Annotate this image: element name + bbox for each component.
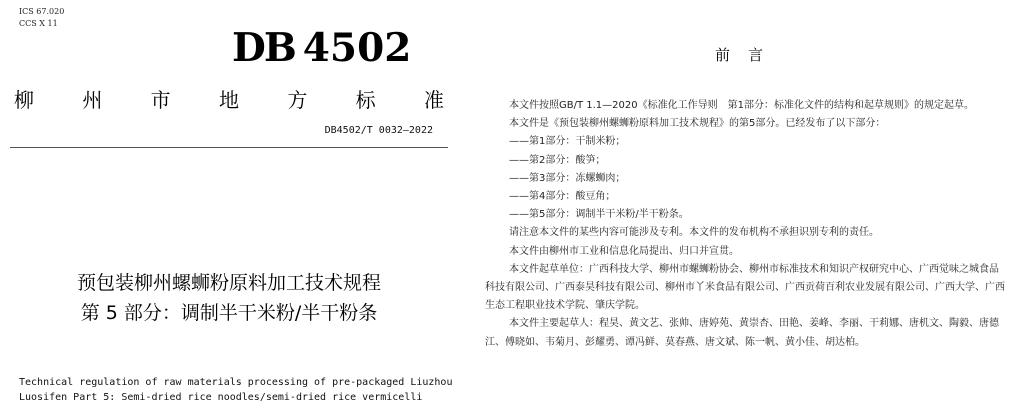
local-standard-banner [14, 84, 444, 113]
foreword-paragraph: 请注意本文件的某些内容可能涉及专利。本文件的发布机构不承担识别专利的责任。 [509, 227, 879, 239]
banner-char: 准 [423, 88, 444, 112]
foreword-paragraph: 本文件是《预包装柳州螺蛳粉原料加工技术规程》的第5部分。已经发布了以下部分： [509, 118, 886, 130]
title-cn-line2: 第 5 部分：调制半干米粉/半干粉条 [80, 302, 378, 324]
part-list-item: ——第5部分：调制半干米粉/半干粉条。 [509, 209, 689, 221]
banner-char: 州 [82, 88, 103, 112]
divider-line [10, 147, 448, 148]
foreword-paragraph: 本文件由柳州市工业和信息化局提出、归口并宣贯。 [509, 245, 739, 257]
foreword-paragraph: 本文件主要起草人：程昊、黄文艺、张帅、唐婷苑、黄崇杏、田艳、姜峰、李丽、干莉娜、唐机文、陶毅、唐德江、傅晓如、韦菊月、彭耀勇、谭冯鲜、莫春燕、唐文斌、陈一帆、黄小佳、胡达柏。 [485, 318, 999, 348]
standard-number: DB4502/T 0032—2022 [324, 125, 433, 136]
part-list-item: ——第3部分：冻螺蛳肉； [509, 172, 626, 184]
part-list-item: ——第2部分：酸笋； [509, 154, 606, 166]
foreword-body [485, 97, 1007, 352]
logo-db-text: DB [232, 25, 295, 71]
banner-char: 地 [218, 88, 239, 112]
ccs-code: CCS X 11 [19, 19, 58, 28]
foreword-paragraph: 本文件按照GB/T 1.1—2020《标准化工作导则 第1部分：标准化文件的结构和起草规则》的规定起草。 [509, 100, 974, 111]
ics-code: ICS 67.020 [19, 7, 65, 16]
classification-codes [19, 6, 64, 30]
logo-number-text: 4502 [302, 25, 412, 71]
foreword-page [480, 0, 1016, 410]
banner-char: 方 [287, 88, 308, 112]
title-en-line2: Luosifen Part 5: Semi-dried rice noodles/semi-dried rice vermicelli [19, 392, 423, 403]
title-cn-line1: 预包装柳州螺蛳粉原料加工技术规程 [76, 272, 381, 294]
banner-char: 柳 [14, 88, 34, 112]
banner-char: 市 [150, 88, 171, 112]
banner-char: 标 [355, 88, 376, 112]
part-list-item: ——第4部分：酸豆角； [509, 191, 616, 203]
foreword-paragraph: 本文件起草单位：广西科技大学、柳州市螺蛳粉协会、柳州市标准技术和知识产权研究中心、广西觉味之城食品科技有限公司、广西泰昊科技有限公司、柳州市丫米食品有限公司、广西贡荷百利农业发展有限公司、广西大学、广西生态工程职业技术学院、肇庆学院。 [485, 263, 1005, 312]
db-logo [232, 25, 411, 71]
part-list-item: ——第1部分：干制米粉； [509, 136, 626, 148]
title-en-line1: Technical regulation of raw materials processing of pre-packaged Liuzhou [19, 377, 453, 388]
foreword-heading: 前言 [714, 46, 781, 64]
cover-page [0, 0, 458, 410]
